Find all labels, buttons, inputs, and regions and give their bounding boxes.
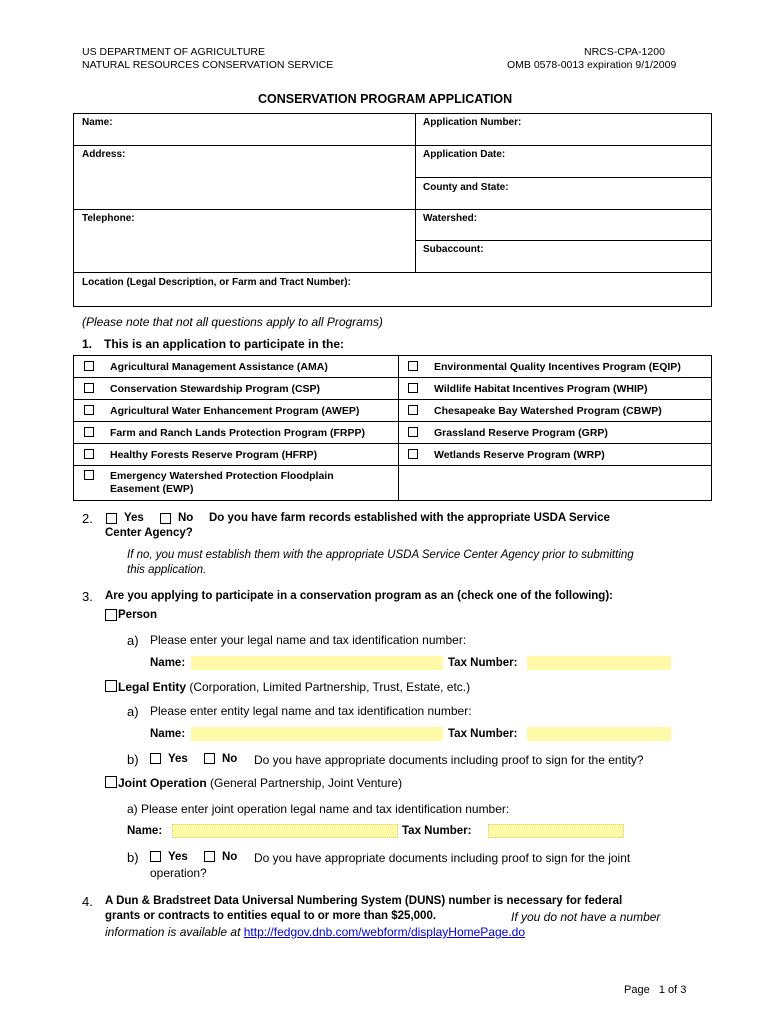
hfrp-checkbox[interactable] (84, 449, 94, 459)
person-tax-input[interactable] (527, 656, 671, 670)
table-rule (73, 465, 711, 466)
header-form-number: NRCS-CPA-1200 (584, 46, 665, 58)
table-rule (73, 272, 711, 273)
programs-note: (Please note that not all questions apply to all Programs) (82, 315, 383, 329)
name-field-label[interactable]: Name: (82, 117, 113, 128)
duns-link[interactable]: http://fedgov.dnb.com/webform/displayHomePage.do (243, 925, 526, 939)
entity-yes-checkbox[interactable] (150, 753, 161, 764)
joint-no-label: No (222, 851, 238, 863)
page-number (624, 984, 686, 996)
ewp-label-line1: Emergency Watershed Protection Floodplain (110, 470, 334, 482)
legal-entity-row (118, 680, 470, 694)
header-omb: OMB 0578-0013 expiration 9/1/2009 (507, 59, 677, 71)
person-a-marker: a) (127, 633, 139, 648)
whip-checkbox[interactable] (408, 383, 418, 393)
eqip-label: Environmental Quality Incentives Program (EQIP) (434, 361, 681, 373)
county-state-field-label[interactable]: County and State: (423, 182, 509, 193)
joint-tax-label: Tax Number: (402, 825, 472, 837)
hfrp-label: Healthy Forests Reserve Program (HFRP) (110, 449, 318, 461)
entity-no-checkbox[interactable] (204, 753, 215, 764)
joint-operation-checkbox[interactable] (105, 776, 117, 788)
joint-operation-row (118, 776, 402, 790)
application-number-field-label[interactable]: Application Number: (423, 117, 522, 128)
joint-yes-checkbox[interactable] (150, 851, 161, 862)
page-label: Page (624, 984, 650, 996)
legal-entity-label: Legal Entity (118, 680, 187, 694)
joint-operation-desc: (General Partnership, Joint Venture) (206, 776, 403, 790)
q2-no-label: No (178, 512, 194, 524)
joint-docs-question-line2: operation? (150, 866, 207, 880)
cbwp-checkbox[interactable] (408, 405, 418, 415)
table-rule (415, 177, 711, 178)
person-tax-label: Tax Number: (448, 657, 518, 669)
entity-tax-input[interactable] (527, 727, 671, 741)
entity-docs-question: Do you have appropriate documents including proof to sign for the entity? (254, 753, 644, 767)
joint-no-checkbox[interactable] (204, 851, 215, 862)
joint-a-instruction: a) Please enter joint operation legal name and tax identification number: (127, 802, 510, 816)
header-service: NATURAL RESOURCES CONSERVATION SERVICE (82, 59, 334, 71)
q4-line3 (105, 925, 525, 939)
q2-note-line1: If no, you must establish them with the appropriate USDA Service Center Agency prior to submitting (127, 549, 634, 561)
table-rule (73, 399, 711, 400)
table-rule (73, 145, 711, 146)
entity-no-label: No (222, 753, 238, 765)
joint-name-input[interactable] (172, 824, 398, 838)
entity-a-instruction: Please enter entity legal name and tax identification number: (150, 704, 472, 718)
table-rule (73, 377, 711, 378)
joint-yes-label: Yes (168, 851, 188, 863)
legal-entity-checkbox[interactable] (105, 680, 117, 692)
q2-question-line1: Do you have farm records established with the appropriate USDA Service (209, 512, 610, 524)
entity-name-label: Name: (150, 728, 186, 740)
entity-name-input[interactable] (191, 727, 443, 741)
q2-no-checkbox[interactable] (160, 513, 171, 524)
subaccount-field-label[interactable]: Subaccount: (423, 244, 484, 255)
frpp-label: Farm and Ranch Lands Protection Program (FRPP) (110, 427, 365, 439)
q4-line2-italic: If you do not have a number (511, 910, 661, 924)
q3-number: 3. (82, 589, 93, 604)
joint-b-marker: b) (127, 850, 139, 865)
person-a-instruction: Please enter your legal name and tax identification number: (150, 633, 467, 647)
ewp-label-line2: Easement (EWP) (110, 483, 194, 495)
q4-line2: grants or contracts to entities equal to or more than $25,000. (105, 910, 437, 922)
joint-tax-input[interactable] (488, 824, 624, 838)
telephone-field-label[interactable]: Telephone: (82, 213, 135, 224)
csp-label: Conservation Stewardship Program (CSP) (110, 383, 321, 395)
location-field-label[interactable]: Location (Legal Description, or Farm and Tract Number): (82, 277, 351, 288)
header-dept: US DEPARTMENT OF AGRICULTURE (82, 46, 265, 58)
table-rule (73, 421, 711, 422)
entity-a-marker: a) (127, 704, 139, 719)
legal-entity-desc: (Corporation, Limited Partnership, Trust, Estate, etc.) (186, 680, 471, 694)
q3-question: Are you applying to participate in a conservation program as an (check one of the following): (105, 590, 613, 602)
q1-number: 1. (82, 337, 93, 351)
table-rule (415, 240, 711, 241)
entity-b-marker: b) (127, 752, 139, 767)
q4-line3-italic: information is available at (105, 925, 241, 939)
ewp-checkbox[interactable] (84, 470, 94, 480)
table-divider (415, 113, 416, 273)
awep-checkbox[interactable] (84, 405, 94, 415)
joint-name-label: Name: (127, 825, 163, 837)
q2-yes-checkbox[interactable] (106, 513, 117, 524)
entity-yes-label: Yes (168, 753, 188, 765)
grp-label: Grassland Reserve Program (GRP) (434, 427, 608, 439)
cbwp-label: Chesapeake Bay Watershed Program (CBWP) (434, 405, 662, 417)
csp-checkbox[interactable] (84, 383, 94, 393)
person-checkbox[interactable] (105, 609, 117, 621)
page-of: 1 of 3 (658, 984, 687, 996)
awep-label: Agricultural Water Enhancement Program (AWEP) (110, 405, 360, 417)
table-rule (73, 209, 711, 210)
wrp-label: Wetlands Reserve Program (WRP) (434, 449, 605, 461)
application-date-field-label[interactable]: Application Date: (423, 149, 506, 160)
frpp-checkbox[interactable] (84, 427, 94, 437)
eqip-checkbox[interactable] (408, 361, 418, 371)
page-title: CONSERVATION PROGRAM APPLICATION (258, 92, 513, 106)
address-field-label[interactable]: Address: (82, 149, 126, 160)
q2-question-line2: Center Agency? (105, 527, 193, 539)
joint-operation-label: Joint Operation (118, 776, 207, 790)
joint-docs-question-line1: Do you have appropriate documents including proof to sign for the joint (254, 851, 631, 865)
person-name-label: Name: (150, 657, 186, 669)
q2-note-line2: this application. (127, 564, 207, 576)
wrp-checkbox[interactable] (408, 449, 418, 459)
q2-number: 2. (82, 511, 93, 526)
q4-line1: A Dun & Bradstreet Data Universal Numbering System (DUNS) number is necessary for federal (105, 895, 623, 907)
ama-checkbox[interactable] (84, 361, 94, 371)
person-label: Person (118, 609, 157, 621)
q1-text: This is an application to participate in the: (104, 337, 345, 351)
table-rule (73, 443, 711, 444)
entity-tax-label: Tax Number: (448, 728, 518, 740)
grp-checkbox[interactable] (408, 427, 418, 437)
ama-label: Agricultural Management Assistance (AMA) (110, 361, 328, 373)
person-name-input[interactable] (191, 656, 443, 670)
watershed-field-label[interactable]: Watershed: (423, 213, 478, 224)
whip-label: Wildlife Habitat Incentives Program (WHIP) (434, 383, 648, 395)
q4-number: 4. (82, 894, 93, 909)
q2-yes-label: Yes (124, 512, 144, 524)
